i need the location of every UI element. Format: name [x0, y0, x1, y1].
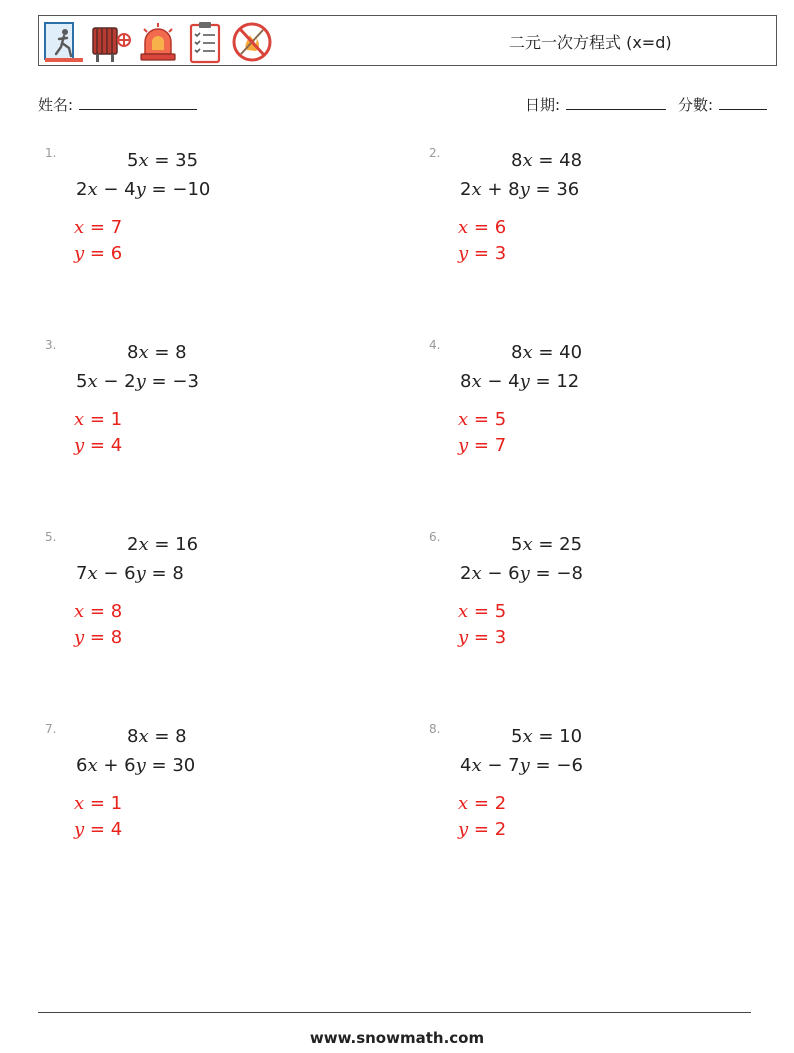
equals-sign: = [538, 534, 554, 555]
score-field [678, 93, 767, 115]
coef-b: 7 [508, 755, 520, 776]
var-y: y [458, 243, 469, 264]
equals-sign: = [538, 150, 554, 171]
rhs-value: 16 [175, 534, 199, 555]
equation-2 [460, 179, 579, 200]
equals-sign: = [89, 819, 105, 840]
var-y: y [135, 179, 146, 200]
equation-2 [76, 179, 210, 200]
var-y: y [74, 627, 85, 648]
rhs-value: 40 [559, 342, 583, 363]
answer-y [458, 819, 506, 840]
coef-a: 5 [127, 150, 139, 171]
var-x: x [87, 179, 98, 200]
equals-sign: = [473, 819, 489, 840]
problem-item [45, 722, 385, 902]
equation-1 [511, 342, 582, 363]
operator: + [103, 755, 119, 776]
rhs-value: 8 [175, 726, 187, 747]
answer-x-value: 7 [110, 217, 123, 238]
operator: − [487, 563, 503, 584]
footer-site: www.snowmath.com [309, 1029, 485, 1047]
var-x: x [522, 534, 533, 555]
equals-sign: = [473, 435, 489, 456]
score-blank [719, 93, 767, 110]
rhs-value: −10 [172, 179, 211, 200]
answer-x [74, 601, 122, 622]
problem-item [45, 146, 385, 326]
rhs-value: 8 [175, 342, 187, 363]
coef-a: 8 [127, 342, 139, 363]
var-y: y [519, 563, 530, 584]
equals-sign: = [538, 726, 554, 747]
equals-sign: = [473, 217, 489, 238]
equation-1 [127, 726, 187, 747]
var-x: x [471, 755, 482, 776]
problem-number: 5. [45, 530, 57, 544]
problem-item [45, 338, 385, 518]
answer-x [458, 217, 506, 238]
coef-b: 6 [508, 563, 520, 584]
equals-sign: = [473, 409, 489, 430]
answer-y [74, 627, 122, 648]
problem-number: 3. [45, 338, 57, 352]
equation-2 [76, 755, 195, 776]
answer-y [74, 819, 122, 840]
answer-x [74, 217, 122, 238]
rhs-value: 35 [175, 150, 199, 171]
problem-item [45, 530, 385, 710]
answer-y-value: 3 [494, 627, 507, 648]
answer-x [74, 409, 122, 430]
problem-item [429, 338, 769, 518]
answer-y-value: 3 [494, 243, 507, 264]
var-x: x [458, 409, 469, 430]
answer-y [74, 435, 122, 456]
equals-sign: = [151, 755, 167, 776]
problem-number: 6. [429, 530, 441, 544]
answer-x-value: 5 [494, 409, 507, 430]
answer-x-value: 8 [110, 601, 123, 622]
equals-sign: = [535, 563, 551, 584]
date-label: 日期: [525, 96, 561, 114]
problem-number: 2. [429, 146, 441, 160]
equals-sign: = [473, 627, 489, 648]
coef-a: 5 [76, 371, 88, 392]
rhs-value: −8 [556, 563, 583, 584]
var-x: x [522, 342, 533, 363]
equation-1 [511, 726, 582, 747]
equals-sign: = [473, 243, 489, 264]
coef-b: 8 [508, 179, 520, 200]
equals-sign: = [154, 726, 170, 747]
equation-1 [511, 150, 582, 171]
header-icons [43, 20, 273, 64]
answer-y-value: 4 [110, 435, 123, 456]
rhs-value: 8 [172, 563, 184, 584]
var-y: y [135, 371, 146, 392]
rhs-value: 10 [559, 726, 583, 747]
problem-item [429, 722, 769, 902]
coef-b: 4 [124, 179, 136, 200]
var-y: y [519, 371, 530, 392]
equals-sign: = [473, 793, 489, 814]
var-x: x [74, 601, 85, 622]
exit-door-icon [43, 20, 85, 64]
answer-x [458, 409, 506, 430]
footer-divider [38, 1012, 751, 1013]
operator: − [103, 371, 119, 392]
rhs-value: 36 [556, 179, 580, 200]
answer-x [458, 793, 506, 814]
var-x: x [74, 793, 85, 814]
coef-a: 2 [460, 179, 472, 200]
coef-a: 8 [511, 150, 523, 171]
score-label: 分數: [678, 96, 714, 114]
answer-x-value: 2 [494, 793, 507, 814]
equals-sign: = [151, 179, 167, 200]
var-y: y [519, 179, 530, 200]
coef-a: 5 [511, 534, 523, 555]
name-label: 姓名: [38, 96, 74, 114]
answer-x-value: 1 [110, 793, 123, 814]
coef-a: 2 [460, 563, 472, 584]
var-y: y [74, 819, 85, 840]
equals-sign: = [154, 342, 170, 363]
var-x: x [87, 755, 98, 776]
var-y: y [135, 563, 146, 584]
coef-a: 2 [76, 179, 88, 200]
equals-sign: = [151, 563, 167, 584]
equals-sign: = [535, 755, 551, 776]
coef-a: 8 [511, 342, 523, 363]
equation-2 [76, 371, 199, 392]
answer-y-value: 8 [110, 627, 123, 648]
equation-1 [127, 150, 198, 171]
equals-sign: = [89, 601, 105, 622]
checklist-clipboard-icon [184, 20, 226, 64]
operator: − [487, 755, 503, 776]
var-x: x [138, 150, 149, 171]
var-y: y [458, 435, 469, 456]
answer-y [458, 627, 506, 648]
var-x: x [87, 371, 98, 392]
coef-b: 2 [124, 371, 136, 392]
equals-sign: = [473, 601, 489, 622]
equation-1 [127, 534, 198, 555]
var-x: x [471, 179, 482, 200]
coef-b: 6 [124, 755, 136, 776]
equation-2 [460, 371, 579, 392]
operator: − [103, 563, 119, 584]
var-x: x [74, 409, 85, 430]
equals-sign: = [89, 627, 105, 648]
var-y: y [458, 627, 469, 648]
var-x: x [138, 342, 149, 363]
equals-sign: = [89, 435, 105, 456]
answer-x [458, 601, 506, 622]
coef-a: 5 [511, 726, 523, 747]
equals-sign: = [538, 342, 554, 363]
rhs-value: 12 [556, 371, 580, 392]
answer-y-value: 4 [110, 819, 123, 840]
equals-sign: = [154, 534, 170, 555]
answer-y [74, 243, 122, 264]
no-fire-icon [231, 20, 273, 64]
operator: + [487, 179, 503, 200]
worksheet-header [38, 15, 777, 66]
equals-sign: = [151, 371, 167, 392]
name-blank [79, 93, 197, 110]
rhs-value: −3 [172, 371, 199, 392]
equals-sign: = [89, 409, 105, 430]
problem-number: 7. [45, 722, 57, 736]
var-y: y [458, 819, 469, 840]
answer-y [458, 435, 506, 456]
var-x: x [522, 726, 533, 747]
answer-y-value: 7 [494, 435, 507, 456]
rhs-value: −6 [556, 755, 583, 776]
coef-b: 4 [508, 371, 520, 392]
var-y: y [74, 243, 85, 264]
var-x: x [87, 563, 98, 584]
equation-1 [511, 534, 582, 555]
var-y: y [135, 755, 146, 776]
problem-number: 4. [429, 338, 441, 352]
operator: − [103, 179, 119, 200]
equals-sign: = [535, 371, 551, 392]
equation-1 [127, 342, 187, 363]
rhs-value: 30 [172, 755, 196, 776]
equation-2 [460, 563, 583, 584]
answer-x-value: 5 [494, 601, 507, 622]
var-x: x [458, 793, 469, 814]
answer-y [458, 243, 506, 264]
operator: − [487, 371, 503, 392]
answer-x-value: 6 [494, 217, 507, 238]
equals-sign: = [154, 150, 170, 171]
answer-x [74, 793, 122, 814]
var-x: x [74, 217, 85, 238]
answer-x-value: 1 [110, 409, 123, 430]
var-x: x [138, 534, 149, 555]
var-x: x [522, 150, 533, 171]
date-field [525, 93, 666, 115]
fire-hose-reel-icon [90, 20, 132, 64]
var-y: y [74, 435, 85, 456]
var-x: x [471, 563, 482, 584]
equation-2 [460, 755, 583, 776]
problem-item [429, 146, 769, 326]
problem-number: 1. [45, 146, 57, 160]
coef-a: 8 [460, 371, 472, 392]
var-x: x [471, 371, 482, 392]
coef-a: 2 [127, 534, 139, 555]
worksheet-title: 二元一次方程式 (x=d) [509, 33, 672, 52]
alarm-siren-icon [137, 20, 179, 64]
problem-item [429, 530, 769, 710]
equals-sign: = [89, 243, 105, 264]
rhs-value: 25 [559, 534, 583, 555]
coef-a: 4 [460, 755, 472, 776]
equals-sign: = [535, 179, 551, 200]
name-field [38, 93, 197, 115]
rhs-value: 48 [559, 150, 583, 171]
coef-b: 6 [124, 563, 136, 584]
answer-y-value: 2 [494, 819, 507, 840]
coef-a: 6 [76, 755, 88, 776]
answer-y-value: 6 [110, 243, 123, 264]
problem-number: 8. [429, 722, 441, 736]
var-y: y [519, 755, 530, 776]
var-x: x [138, 726, 149, 747]
equals-sign: = [89, 217, 105, 238]
equation-2 [76, 563, 184, 584]
coef-a: 7 [76, 563, 88, 584]
var-x: x [458, 601, 469, 622]
equals-sign: = [89, 793, 105, 814]
coef-a: 8 [127, 726, 139, 747]
date-blank [566, 93, 666, 110]
var-x: x [458, 217, 469, 238]
